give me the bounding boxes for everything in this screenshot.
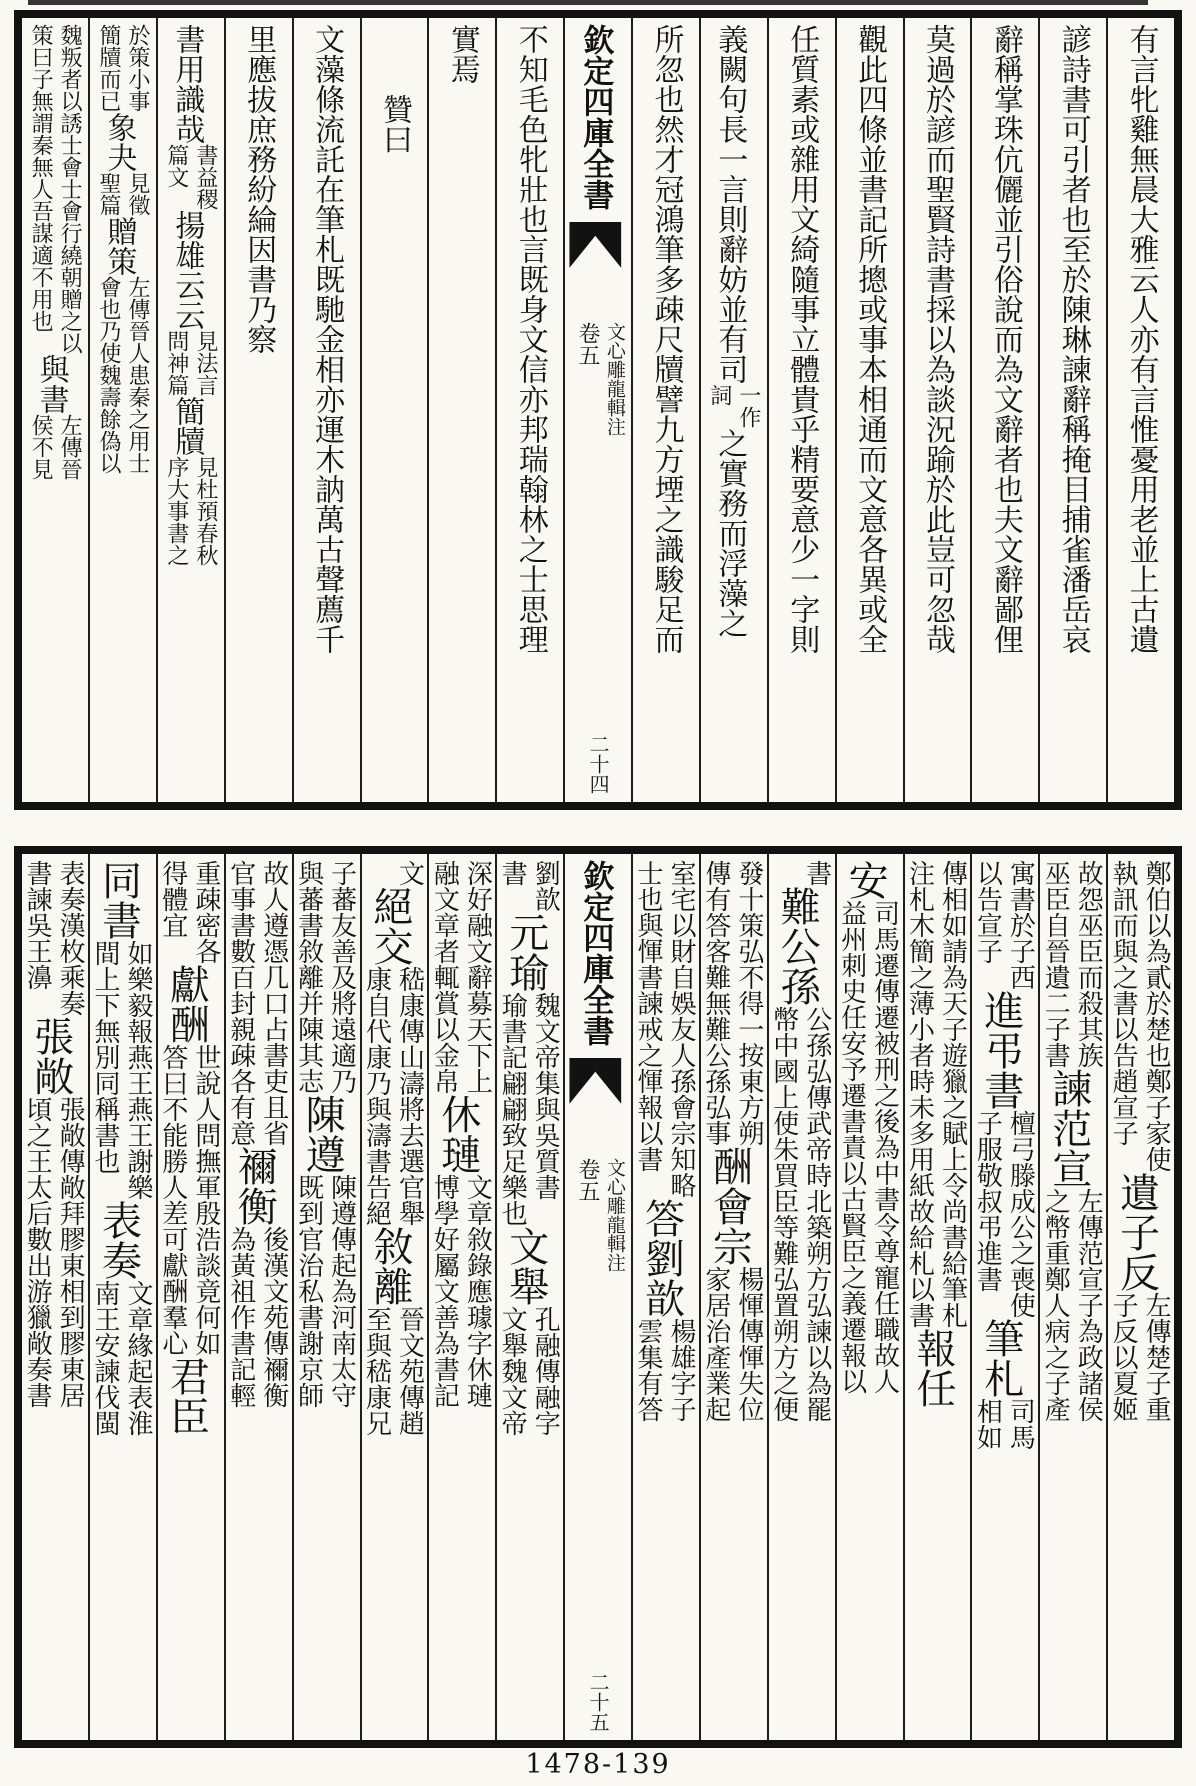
- main-text: 陳遵: [299, 1094, 346, 1174]
- annotation-right-line: 陳遵傳起為河南太守: [326, 1174, 357, 1408]
- annotation-right-line: 書: [801, 860, 832, 886]
- column-text-line: [226, 860, 292, 1734]
- text-column: [495, 18, 563, 802]
- text-column: [1106, 18, 1174, 802]
- annotation-note: [94, 276, 152, 474]
- annotation-note: [26, 24, 84, 354]
- annotation-note: [294, 860, 360, 1094]
- main-text: 答劉歆: [638, 1198, 685, 1318]
- annotation-right-line: 文: [394, 860, 425, 886]
- annotation-right-line: 子蕃友善及將遠適乃: [326, 860, 357, 1094]
- annotation-left-line: 侯不見: [28, 414, 54, 480]
- annotation-note: [162, 456, 220, 566]
- banxin-title-note: [573, 322, 627, 436]
- annotation-right-line: 司馬: [1005, 1398, 1036, 1450]
- annotation-left-line: 書諫吳王濞: [22, 860, 53, 990]
- banxin-title-note: [573, 1158, 627, 1272]
- annotation-right-line: 如樂毅報燕王燕王謝樂: [122, 940, 153, 1200]
- main-text: 所忽也然才冠鴻筆多疎尺牘譬九方堙之識駿足而: [648, 24, 684, 654]
- annotation-right-line: 楊雄字子: [665, 1318, 696, 1422]
- banxin-line: [569, 860, 627, 1734]
- annotation-left-line: 巫臣自晉遺二子書: [1040, 860, 1071, 1068]
- text-column: [427, 854, 495, 1740]
- annotation-right-line: 書益稷: [192, 144, 218, 210]
- annotation-left-line: 官事書數百封親疎各有意: [225, 860, 256, 1146]
- annotation-left-line: 瑜書記翩翩致足樂也: [497, 992, 528, 1226]
- column-text-line: [429, 860, 495, 1734]
- column-text-line: [988, 24, 1023, 796]
- text-column: [699, 18, 767, 802]
- text-column: [495, 854, 563, 1740]
- column-text-line: [90, 860, 156, 1734]
- main-text: 進弔書: [977, 990, 1024, 1110]
- main-text: 難公孫: [774, 886, 821, 1006]
- annotation-note: [226, 1226, 292, 1408]
- annotation-right-line: 張敞傳敞拜膠東相到膠東居: [55, 1096, 86, 1408]
- annotation-right-line: 魏文帝集與吳質書: [530, 992, 561, 1200]
- annotation-left-line: 家居治產業起: [700, 1266, 731, 1422]
- column-text-line: [852, 24, 887, 796]
- annotation-note: [162, 330, 220, 396]
- column-text-line: [837, 860, 903, 1734]
- banxin-chapter-label: 卷五: [574, 1158, 600, 1202]
- annotation-left-line: 與蕃書敘離并陳其志: [293, 860, 324, 1094]
- folio-block-bottom: [14, 846, 1182, 1748]
- main-text: 有言牝雞無晨大雅云人亦有言惟憂用老並上古遺: [1123, 24, 1159, 654]
- text-column: [1038, 18, 1106, 802]
- annotation-left-line: 博學好屬文善為書記: [429, 1174, 460, 1408]
- annotation-note: [162, 144, 220, 210]
- annotation-left-line: 序大事書之: [163, 456, 189, 566]
- column-text-line: [294, 860, 360, 1734]
- main-text: 絕交: [366, 886, 413, 966]
- banxin-folio-number: 二十五: [586, 1672, 611, 1732]
- annotation-left-line: 簡牘而已: [95, 24, 121, 112]
- annotation-note: [1108, 1292, 1174, 1422]
- annotation-note: [769, 860, 835, 886]
- main-text: 文藻條流託在筆札既馳金相亦運木訥萬古聲薦千: [309, 24, 345, 654]
- annotation-right-line: 於策小事: [124, 24, 150, 112]
- annotation-right-line: 重疎密各: [190, 860, 221, 964]
- scan-edge-artifact: [28, 0, 1148, 5]
- column-text-line: [241, 24, 276, 796]
- annotation-right-line: 故怨巫臣而殺其族: [1073, 860, 1104, 1068]
- text-column: [22, 854, 88, 1740]
- plate-number: 1478-139: [525, 1749, 671, 1780]
- main-text: 報任: [909, 1328, 956, 1408]
- annotation-note: [90, 940, 156, 1200]
- main-text: 義闕句長一言則辭妨並有司: [712, 24, 748, 384]
- annotation-note: [497, 860, 563, 912]
- main-text: 君臣: [163, 1356, 210, 1436]
- banxin-column: [563, 854, 631, 1740]
- column-text-line: [1056, 24, 1091, 796]
- text-column: [699, 854, 767, 1740]
- annotation-right-line: 文章緣起表淮: [122, 1280, 153, 1436]
- annotation-left-line: 間上下無別同稱書也: [89, 940, 120, 1174]
- annotation-note: [361, 1306, 427, 1436]
- annotation-right-line: 公孫弘傳武帝時北築朔方弘諫以為罷: [801, 1006, 832, 1422]
- text-column: [1106, 854, 1174, 1740]
- annotation-left-line: 既到官治私書謝京師: [293, 1174, 324, 1408]
- main-text: 張敞: [27, 1016, 74, 1096]
- column-text-line: [648, 24, 683, 796]
- annotation-right-line: 發十策弘不得一按東方朔: [733, 860, 764, 1146]
- annotation-left-line: 頃之王太后數出游獵敞奏書: [22, 1096, 53, 1408]
- text-column: [1038, 854, 1106, 1740]
- column-text-line: [633, 860, 699, 1734]
- column-text-line: [769, 860, 835, 1734]
- main-text: 觀此四條並書記所摠或事本相通而文意各異或全: [852, 24, 888, 654]
- text-column: [292, 854, 360, 1740]
- fishtail-icon: [569, 222, 621, 268]
- annotation-right-line: 後漢文苑傳禰衡: [258, 1226, 289, 1408]
- banxin-work-title: 文心雕龍輯注: [603, 322, 626, 436]
- main-text: 贈策: [101, 216, 137, 276]
- annotation-right-line: 左傳楚子重: [1141, 1292, 1172, 1422]
- annotation-note: [972, 860, 1038, 990]
- annotation-right-line: 室宅以財自娛友人孫會宗知略: [665, 860, 696, 1198]
- annotation-note: [361, 860, 427, 886]
- annotation-left-line: 書: [497, 860, 528, 886]
- annotation-left-line: 融文章者輒賞以金帛: [429, 860, 460, 1094]
- annotation-right-line: 劉歆: [530, 860, 561, 912]
- text-column: [427, 18, 495, 802]
- annotation-note: [22, 860, 88, 1016]
- banxin-column: [563, 18, 631, 802]
- text-column: [88, 854, 156, 1740]
- main-text: 諺詩書可引者也至於陳琳諫辭稱掩目捕雀潘岳哀: [1055, 24, 1091, 654]
- annotation-note: [633, 1318, 699, 1422]
- text-column: [835, 18, 903, 802]
- main-text: 敘離: [366, 1226, 413, 1306]
- column-text-line: [784, 24, 819, 796]
- banxin-series-title: 欽定四庫全書: [577, 860, 614, 1046]
- main-text: 莫過於諺而聖賢詩書採以為談況踰於此豈可忽哉: [919, 24, 955, 654]
- column-text-line: [1108, 860, 1174, 1734]
- text-column: [767, 18, 835, 802]
- annotation-right-line: 傳相如請為天子遊獵之賦上令尚書給筆札: [937, 860, 968, 1328]
- annotation-right-line: 左傳晉: [57, 414, 83, 480]
- annotation-note: [158, 860, 224, 964]
- fishtail-icon: [569, 1058, 621, 1104]
- annotation-right-line: 深好融文辭募天下上: [462, 860, 493, 1094]
- text-column: [767, 854, 835, 1740]
- annotation-left-line: 子服敬叔弔進書: [972, 1110, 1003, 1292]
- column-text-line: [361, 860, 427, 1734]
- main-text: 筆札: [977, 1318, 1024, 1398]
- annotation-left-line: 文舉魏文帝: [497, 1306, 528, 1436]
- annotation-left-line: 詞: [706, 384, 732, 406]
- column-text-line: [445, 24, 480, 796]
- text-column: [156, 18, 224, 802]
- banxin-line: [569, 24, 627, 796]
- annotation-left-line: 以告宣子: [972, 860, 1003, 964]
- annotation-right-line: 左傳晉人患秦之用士: [124, 276, 150, 474]
- column-text-line: [94, 24, 152, 796]
- main-text: 表奏: [95, 1200, 142, 1280]
- main-text: 簡牘: [169, 396, 205, 456]
- annotation-right-line: 左傳范宣子為政諸侯: [1073, 1188, 1104, 1422]
- main-text: 書用識哉: [169, 24, 205, 144]
- annotation-left-line: 南王安諫伐閩: [89, 1280, 120, 1436]
- annotation-note: [22, 1096, 88, 1408]
- main-text: 里應拔庶務紛綸因書乃察: [241, 24, 277, 354]
- column-text-line: [162, 24, 220, 796]
- annotation-right-line: 孔融傳融字: [530, 1306, 561, 1436]
- main-text: 休璉: [434, 1094, 481, 1174]
- main-text: 與書: [33, 354, 69, 414]
- column-text-line: [513, 24, 548, 796]
- annotation-left-line: 答曰不能勝人差可獻酬羣心: [157, 1044, 188, 1356]
- annotation-right-line: 楊惲傳惲失位: [733, 1266, 764, 1422]
- column-text-line: [904, 860, 970, 1734]
- main-text: 元瑜: [502, 912, 549, 992]
- text-column: [22, 18, 88, 802]
- column-text-line: [309, 24, 344, 796]
- annotation-right-line: 見法言: [192, 330, 218, 396]
- main-text: 諫范宣: [1045, 1068, 1092, 1188]
- text-column: [224, 854, 292, 1740]
- annotation-right-line: 嵇康傳山濤將去選官舉: [394, 966, 425, 1226]
- column-container-bottom: [22, 854, 1174, 1740]
- annotation-right-line: 表奏漢枚乘奏: [55, 860, 86, 1016]
- annotation-note: [90, 1280, 156, 1436]
- annotation-note: [361, 966, 427, 1226]
- annotation-note: [837, 900, 903, 1394]
- main-text: 揚雄云云: [169, 210, 205, 330]
- annotation-note: [429, 1174, 495, 1408]
- annotation-note: [701, 860, 767, 1146]
- annotation-note: [497, 1306, 563, 1436]
- annotation-right-line: 魏叛者以誘士會士會行繞朝贈之以: [57, 24, 83, 354]
- text-column: [88, 18, 156, 802]
- annotation-left-line: [361, 860, 394, 886]
- folio-block-top: [14, 10, 1182, 810]
- annotation-left-line: 子反以夏姬: [1108, 1292, 1139, 1422]
- column-text-line: [1124, 24, 1159, 796]
- annotation-note: [633, 860, 699, 1198]
- annotation-left-line: 聖篇: [95, 172, 121, 216]
- text-column: [631, 18, 699, 802]
- annotation-right-line: 晉文苑傳趙: [394, 1306, 425, 1436]
- annotation-right-line: 寓書於子西: [1005, 860, 1036, 990]
- column-text-line: [701, 860, 767, 1734]
- annotation-left-line: 策曰子無謂秦無人吾謀適不用也: [28, 24, 54, 332]
- column-text-line: [972, 860, 1038, 1734]
- annotation-left-line: 篇文: [163, 144, 189, 188]
- annotation-left-line: [769, 860, 802, 886]
- annotation-note: [1040, 860, 1106, 1068]
- main-text: 之實務而浮藻之: [712, 428, 748, 638]
- text-column: [360, 854, 428, 1740]
- main-text: 同書: [95, 860, 142, 940]
- annotation-note: [26, 414, 84, 480]
- main-text: 文舉: [502, 1226, 549, 1306]
- banxin-folio-number: 二十四: [586, 734, 611, 794]
- main-text: 獻酬: [163, 964, 210, 1044]
- text-column: [970, 18, 1038, 802]
- text-column: [903, 18, 971, 802]
- annotation-note: [497, 992, 563, 1226]
- main-text: 任質素或雜用文綺隨事立體貴乎精要意少一字則: [784, 24, 820, 654]
- column-text-line: [158, 860, 224, 1734]
- column-container-top: [22, 18, 1174, 802]
- annotation-left-line: 問神篇: [163, 330, 189, 396]
- annotation-note: [294, 1174, 360, 1408]
- column-text-line: [377, 24, 412, 796]
- annotation-right-line: 司馬遷傳遷被刑之後為中書令尊寵任職故人: [869, 900, 900, 1394]
- column-text-line: [497, 860, 563, 1734]
- annotation-note: [769, 1006, 835, 1422]
- main-text: 遺子反: [1113, 1172, 1160, 1292]
- annotation-right-line: 見杜預春秋: [192, 456, 218, 566]
- annotation-left-line: 傳有答客難無難公孫弘事: [700, 860, 731, 1146]
- main-text: 禰衡: [231, 1146, 278, 1226]
- annotation-right-line: 世說人問撫軍殷浩談竟何如: [190, 1044, 221, 1356]
- main-text: 不知毛色牝壯也言既身文信亦邦瑞翰林之士思理: [512, 24, 548, 654]
- main-text: 實焉: [444, 24, 480, 84]
- annotation-right-line: 故人遵憑几口占書吏且省: [258, 860, 289, 1146]
- banxin-chapter-label: 卷五: [574, 322, 600, 366]
- annotation-left-line: 至與嵇康兄: [361, 1306, 392, 1436]
- text-column: [631, 854, 699, 1740]
- annotation-left-line: 為黃祖作書記輕: [225, 1226, 256, 1408]
- banxin-series-title: 欽定四庫全書: [577, 24, 614, 210]
- text-column: [835, 854, 903, 1740]
- annotation-left-line: 會也乃使魏壽餘偽以: [95, 276, 121, 474]
- annotation-note: [429, 860, 495, 1094]
- annotation-left-line: 益州刺史任安予遷書責以古賢臣之義遷報以: [836, 900, 867, 1394]
- annotation-right-line: 鄭伯以為貳於楚也鄭子家使: [1141, 860, 1172, 1172]
- annotation-note: [705, 384, 763, 428]
- annotation-right-line: 檀弓滕成公之喪使: [1005, 1110, 1036, 1318]
- column-text-line: [705, 24, 763, 796]
- annotation-right-line: 文章敘錄應璩字休璉: [462, 1174, 493, 1408]
- annotation-note: [94, 24, 152, 112]
- text-column: [292, 18, 360, 802]
- annotation-note: [1108, 860, 1174, 1172]
- annotation-note: [1040, 1188, 1106, 1422]
- column-text-line: [22, 860, 88, 1734]
- annotation-left-line: 康自代康乃與濤書告絕: [361, 966, 392, 1226]
- annotation-right-line: 一作: [735, 384, 761, 428]
- text-column: [224, 18, 292, 802]
- column-text-line: [920, 24, 955, 796]
- annotation-left-line: 相如: [972, 1398, 1003, 1450]
- annotation-left-line: 得體宜: [157, 860, 188, 938]
- column-text-line: [1040, 860, 1106, 1734]
- annotation-left-line: 雲集有答: [632, 1318, 663, 1422]
- annotation-left-line: 士也與惲書諫戒之惲報以書: [632, 860, 663, 1172]
- column-text-line: [26, 24, 84, 796]
- annotation-note: [701, 1266, 767, 1422]
- annotation-note: [972, 1110, 1038, 1318]
- main-text: 贊曰: [376, 94, 412, 154]
- annotation-note: [94, 172, 152, 216]
- main-text: 辭稱掌珠伉儷並引俗說而為文辭者也夫文辭鄙俚: [987, 24, 1023, 654]
- main-text: 象夬: [101, 112, 137, 172]
- banxin-work-title: 文心雕龍輯注: [603, 1158, 626, 1272]
- text-column: [970, 854, 1038, 1740]
- annotation-left-line: 注札木簡之薄小者時未多用紙故給札以書: [904, 860, 935, 1328]
- main-text: 酬會宗: [706, 1146, 753, 1266]
- annotation-note: [226, 860, 292, 1146]
- annotation-note: [972, 1398, 1038, 1450]
- text-column: [156, 854, 224, 1740]
- text-column: [903, 854, 971, 1740]
- annotation-left-line: 執訊而與之書以告趙宣子: [1108, 860, 1139, 1146]
- main-text: 安: [842, 860, 889, 900]
- annotation-note: [904, 860, 970, 1328]
- annotation-note: [158, 1044, 224, 1356]
- text-column: [360, 18, 428, 802]
- annotation-right-line: 見徵: [124, 172, 150, 216]
- annotation-left-line: 之幣重鄭人病之子產: [1040, 1188, 1071, 1422]
- annotation-left-line: 幣中國上使朱買臣等難弘置朔方之便: [768, 1006, 799, 1422]
